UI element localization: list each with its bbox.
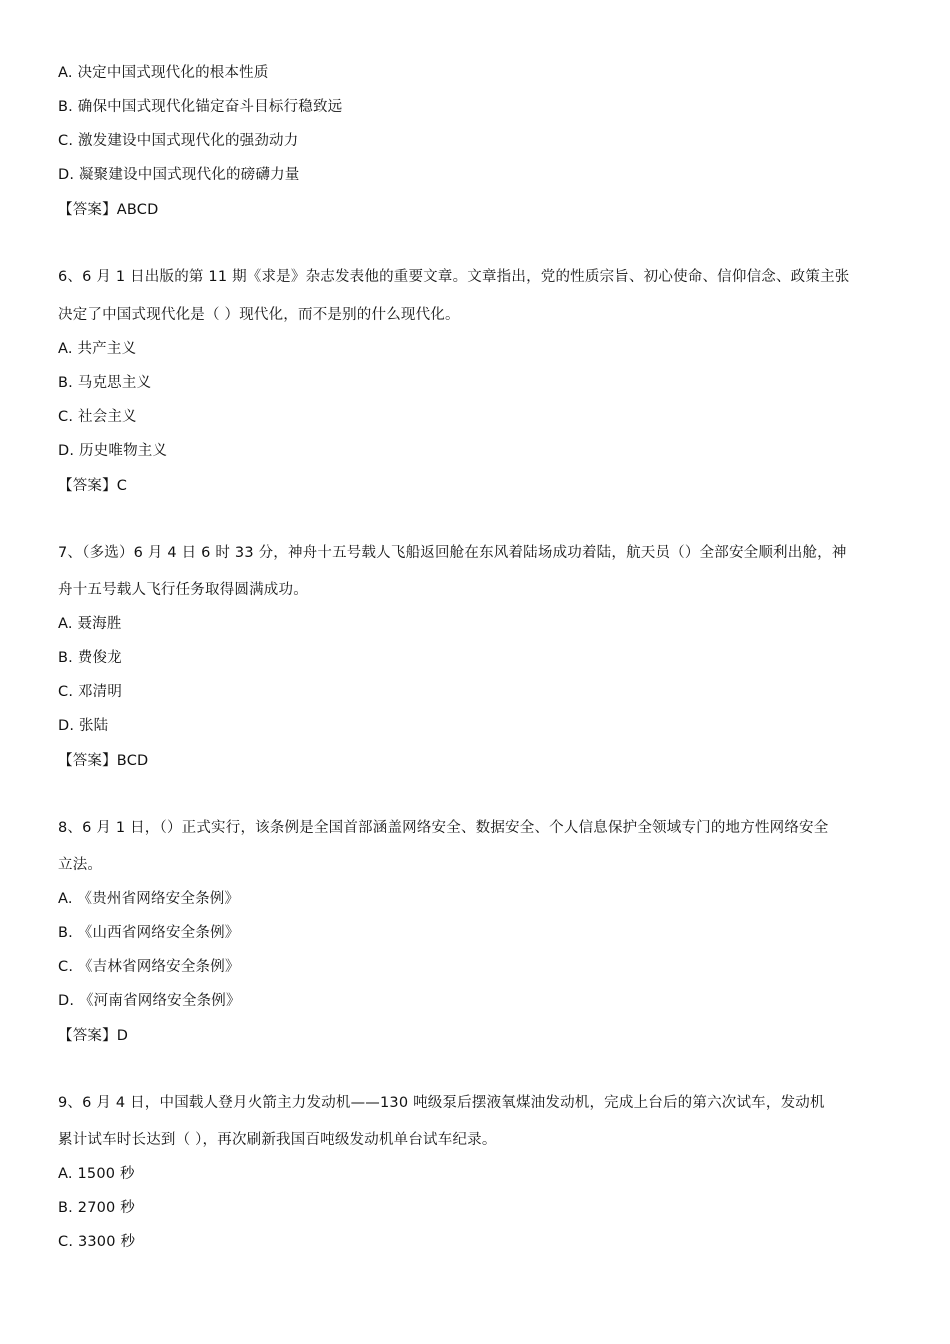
q7-stem-line2: 舟十五号载人飞行任务取得圆满成功。 <box>58 582 308 598</box>
q7-option-b: B. 费俊龙 <box>58 650 122 666</box>
q9-option-b: B. 2700 秒 <box>58 1200 135 1216</box>
q8-answer: 【答案】D <box>58 1028 129 1044</box>
q5-answer: 【答案】ABCD <box>58 202 159 218</box>
q5-option-a: A. 决定中国式现代化的根本性质 <box>58 65 269 81</box>
q9-option-c: C. 3300 秒 <box>58 1234 136 1250</box>
q8-stem-line2: 立法。 <box>58 857 103 873</box>
q9-stem-line2: 累计试车时长达到（ ），再次刷新我国百吨级发动机单台试车纪录。 <box>58 1132 497 1148</box>
q6-stem-line1: 6、6 月 1 日出版的第 11 期《求是》杂志发表他的重要文章。文章指出，党的性质宗旨、初心使命、信仰信念、政策主张 <box>58 269 850 285</box>
q8-option-c: C. 《吉林省网络安全条例》 <box>58 959 240 975</box>
q7-answer: 【答案】BCD <box>58 753 149 769</box>
q5-option-d: D. 凝聚建设中国式现代化的磅礴力量 <box>58 167 300 183</box>
q8-option-a: A. 《贵州省网络安全条例》 <box>58 891 240 907</box>
q7-option-d: D. 张陆 <box>58 718 109 734</box>
q6-stem-line2: 决定了中国式现代化是（ ）现代化，而不是别的什么现代化。 <box>58 307 460 323</box>
q7-stem-line1: 7、（多选）6 月 4 日 6 时 33 分，神舟十五号载人飞船返回舱在东风着陆场成功着陆，航天员（）全部安全顺利出舱，神 <box>58 545 847 561</box>
q6-option-a: A. 共产主义 <box>58 341 137 357</box>
q6-option-b: B. 马克思主义 <box>58 375 152 391</box>
q5-option-c: C. 激发建设中国式现代化的强劲动力 <box>58 133 299 149</box>
q8-option-d: D. 《河南省网络安全条例》 <box>58 993 241 1009</box>
q7-option-a: A. 聂海胜 <box>58 616 122 632</box>
q6-answer: 【答案】C <box>58 478 128 494</box>
q8-option-b: B. 《山西省网络安全条例》 <box>58 925 240 941</box>
q9-stem-line1: 9、6 月 4 日，中国载人登月火箭主力发动机——130 吨级泵后摆液氧煤油发动机，完成上台后的第六次试车，发动机 <box>58 1095 825 1111</box>
q6-option-c: C. 社会主义 <box>58 409 137 425</box>
q5-option-b: B. 确保中国式现代化锚定奋斗目标行稳致远 <box>58 99 343 115</box>
q9-option-a: A. 1500 秒 <box>58 1166 135 1182</box>
q8-stem-line1: 8、6 月 1 日，（）正式实行，该条例是全国首部涵盖网络安全、数据安全、个人信息保护全领域专门的地方性网络安全 <box>58 820 829 836</box>
q7-option-c: C. 邓清明 <box>58 684 123 700</box>
q6-option-d: D. 历史唯物主义 <box>58 443 168 459</box>
